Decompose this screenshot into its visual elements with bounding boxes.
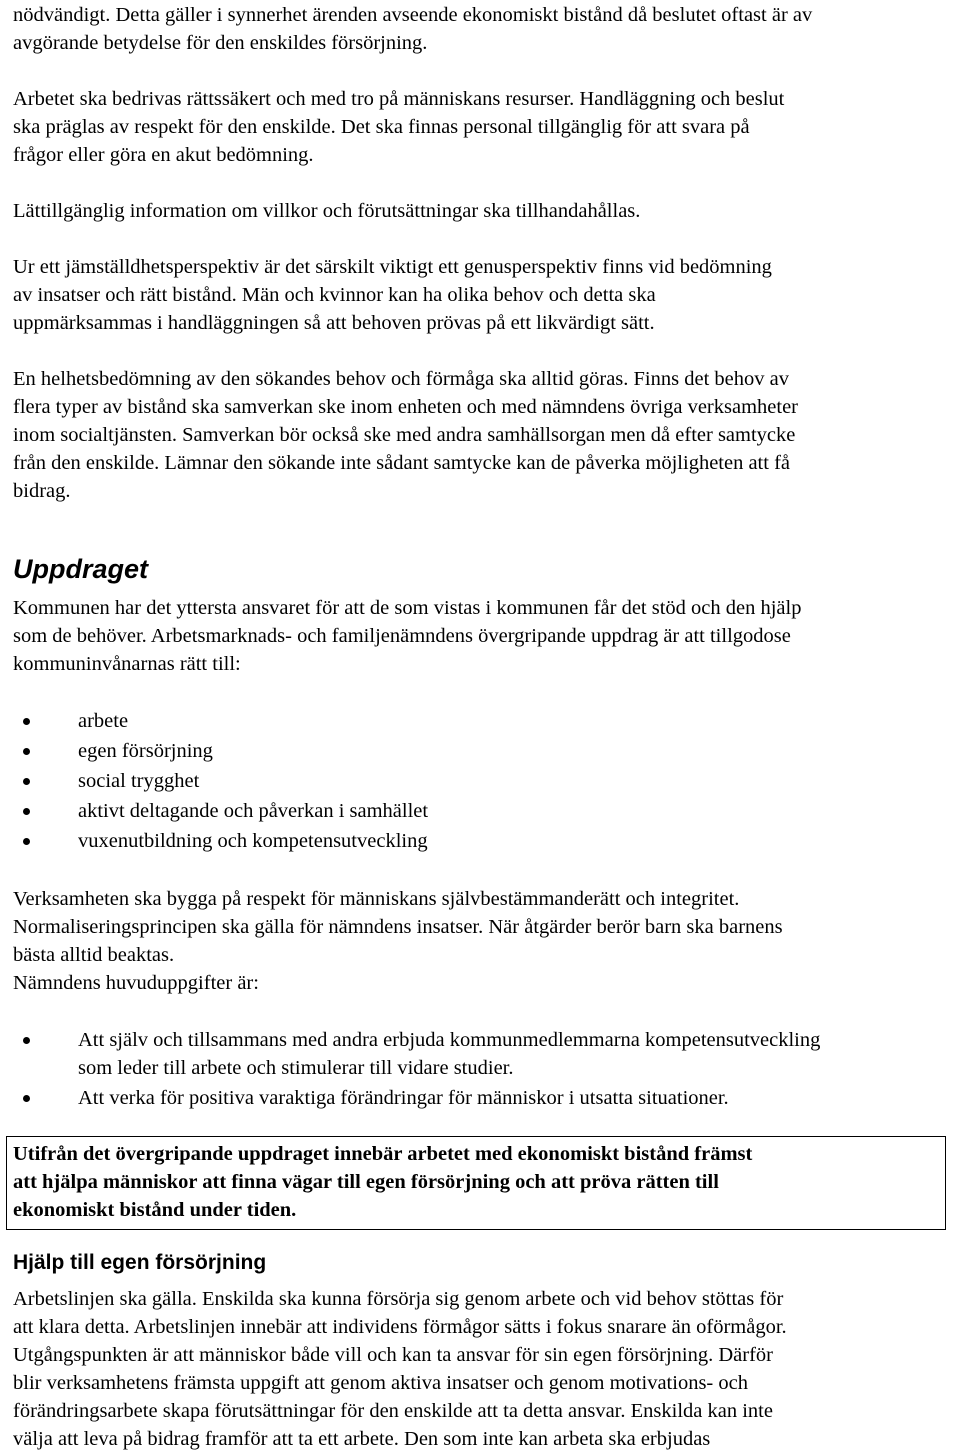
bullet-icon [23,718,30,725]
section-heading-uppdraget: Uppdraget [13,554,148,584]
paragraph: Arbetslinjen ska gälla. Enskilda ska kunna försörja sig genom arbete och vid behov stöttas för att klara detta. Arbetslinjen innebär att individens förmågor sätts i fokus snarare än oförmågor. Utgångspunkten är att människor både vill och kan ta ansvar för sin egen försörjning. Därför blir verksamhetens främsta uppgift att genom aktiva insatser och genom motivations- och förändringsarbete skapa förutsättningar för den enskilde att ta detta ansvar. Enskilda kan inte välja att leva på bidrag framför att ta ett arbete. Den som inte kan arbeta ska erbjudas [13,1288,787,1450]
paragraph: nödvändigt. Detta gäller i synnerhet ärenden avseende ekonomiskt bistånd då beslutet oftast är av avgörande betydelse för den enskildes försörjning. [13,4,813,54]
rights-list [13,707,958,855]
paragraph: Verksamheten ska bygga på respekt för människans självbestämmanderätt och integritet. Normaliseringsprincipen ska gälla för nämndens insatser. När åtgärder berör barn ska barnens bästa alltid beaktas. Nämndens huvuduppgifter är: [13,888,783,994]
list-item-label: aktivt deltagande och påverkan i samhället [78,800,429,822]
list-item-label: Att verka för positiva varaktiga förändringar för människor i utsatta situationer. [78,1087,729,1109]
bullet-icon [23,748,30,755]
list-item [13,707,958,735]
paragraph: En helhetsbedömning av den sökandes behov och förmåga ska alltid göras. Finns det behov av flera typer av bistånd ska samverkan ske inom enheten och med nämndens övriga verksamheter inom socialtjänsten. Samverkan bör också ske med andra samhällsorgan men då efter samtycke från den enskilde. Lämnar den sökande inte sådant samtycke kan de påverka möjligheten att få bidrag. [13,368,798,502]
bullet-icon [23,1095,30,1102]
list-item [13,737,958,765]
boxed-statement: Utifrån det övergripande uppdraget innebär arbetet med ekonomiskt bistånd främst att hjälpa människor att finna vägar till egen försörjning och att pröva rätten till ekonomiskt bistånd under tiden. [6,1136,946,1230]
paragraph: Kommunen har det yttersta ansvaret för att de som vistas i kommunen får det stöd och den hjälp som de behöver. Arbetsmarknads- och familjenämndens övergripande uppdrag är att tillgodose kommuninvånarnas rätt till: [13,597,802,675]
bullet-icon [23,808,30,815]
list-item [13,827,958,855]
bullet-icon [23,1037,30,1044]
list-item-label: social trygghet [78,770,200,792]
hjalp-section [13,1285,958,1453]
list-item-label: arbete [78,710,129,732]
list-item [13,1084,958,1112]
tasks-list [13,1026,958,1112]
list-item-label: vuxenutbildning och kompetensutveckling [78,830,428,852]
document-page [13,0,958,1450]
list-item-label: egen försörjning [78,740,213,762]
list-item-label: Att själv och tillsammans med andra erbjuda kommunmedlemmarna kompetensutveckling som leder till arbete och stimulerar till vidare studier. [78,1029,821,1079]
top-paragraphs [13,1,958,505]
bullet-icon [23,778,30,785]
list-item [13,797,958,825]
bullet-icon [23,838,30,845]
subheading-hjalp: Hjälp till egen försörjning [13,1251,267,1274]
uppdraget-section [13,594,958,1112]
list-item [13,767,958,795]
paragraph: Arbetet ska bedrivas rättssäkert och med tro på människans resurser. Handläggning och beslut ska präglas av respekt för den enskilde. Det ska finnas personal tillgänglig för att svara på frågor eller göra en akut bedömning. [13,88,785,166]
paragraph: Lättillgänglig information om villkor och förutsättningar ska tillhandahållas. [13,200,641,222]
list-item [13,1026,958,1082]
paragraph: Ur ett jämställdhetsperspektiv är det särskilt viktigt ett genusperspektiv finns vid bedömning av insatser och rätt bistånd. Män och kvinnor kan ha olika behov och detta ska uppmärksammas i handläggningen så att behoven prövas på ett likvärdigt sätt. [13,256,772,334]
